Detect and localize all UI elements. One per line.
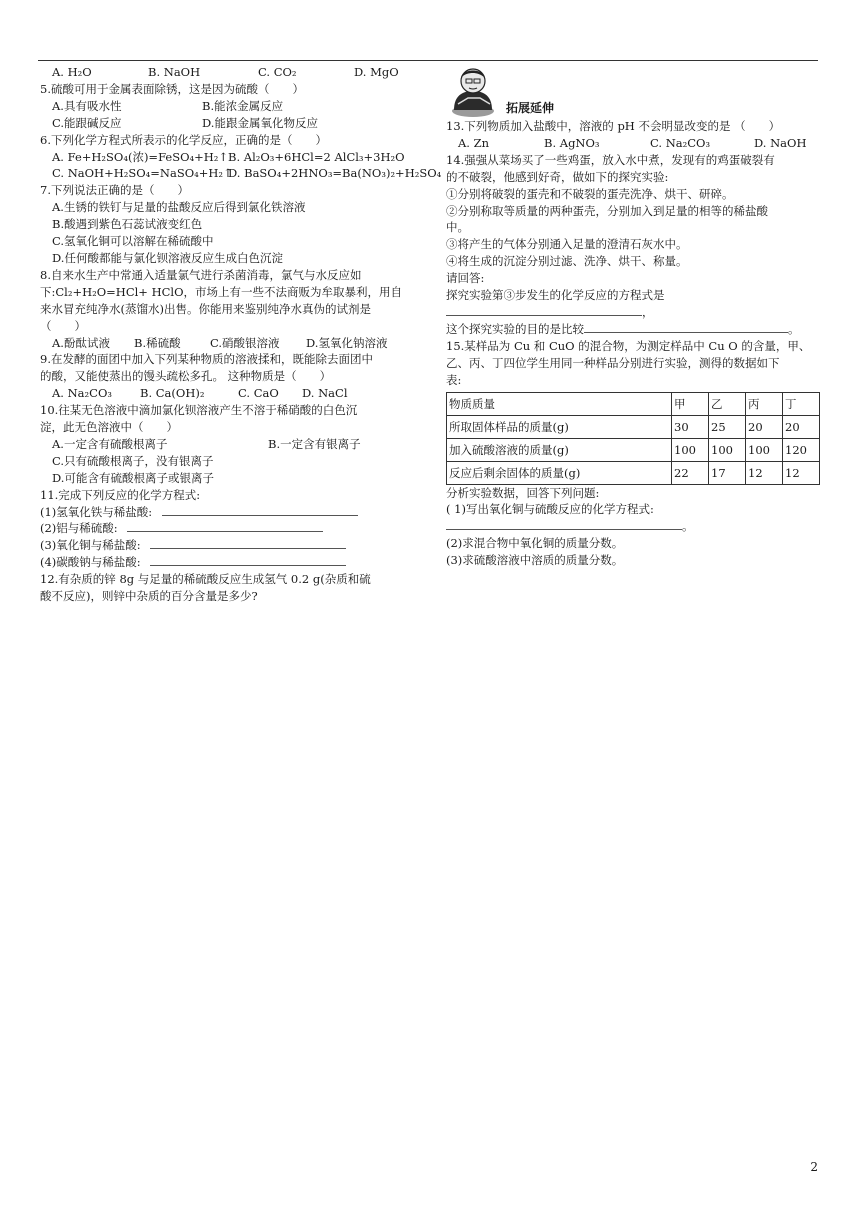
q14-step2-cont: 中。: [446, 220, 469, 235]
q9-option-a: A. Na₂CO₃: [52, 386, 112, 401]
q4-option-b: B. NaOH: [148, 65, 201, 79]
q11-item-3-blank[interactable]: [150, 537, 346, 549]
q8-option-a: A.酚酞试液: [52, 335, 110, 350]
q14-question1: 探究实验第③步发生的化学反应的方程式是: [446, 288, 665, 303]
q6-option-a: A. Fe+H₂SO₄(浓)=FeSO₄+H₂↑: [52, 149, 229, 164]
table-cell: 100: [672, 438, 709, 461]
q12-line2: 酸不反应)，则锌中杂质的百分含量是多少?: [40, 589, 258, 604]
table-header-cell: 甲: [672, 392, 709, 415]
q9-option-d: D. NaCl: [302, 386, 348, 401]
table-header-cell: 乙: [709, 392, 746, 415]
q6-options-row1: [40, 149, 420, 166]
q9-option-b: B. Ca(OH)₂: [140, 386, 205, 401]
table-cell: 100: [709, 438, 746, 461]
q10-option-c: C.只有硫酸根离子，没有银离子: [52, 453, 214, 468]
q6-options-row2: [40, 165, 442, 182]
q10-line1: 10.往某无色溶液中滴加氯化钡溶液产生不溶于稀硝酸的白色沉: [40, 403, 358, 418]
q10-options-row1: [40, 436, 420, 453]
table-header-cell: 丙: [746, 392, 783, 415]
q8-option-b: B.稀硫酸: [134, 335, 181, 350]
q8-option-d: D.氢氧化钠溶液: [306, 335, 388, 350]
q7-option-b: B.酸遇到紫色石蕊试液变红色: [52, 217, 203, 232]
q15-subq1: ( 1)写出氧化铜与硫酸反应的化学方程式:: [446, 502, 654, 517]
q14-question2: [446, 321, 822, 338]
q15-line2: 乙、丙、丁四位学生用同一种样品分别进行实验，测得的数据如下: [446, 355, 780, 370]
q15-line3: 表:: [446, 372, 462, 387]
q14-line2: 的不破裂，他感到好奇，做如下的探究实验:: [446, 169, 669, 184]
q15-analysis-prompt: 分析实验数据，回答下列问题:: [446, 485, 600, 500]
q13-option-d: D. NaOH: [754, 135, 807, 150]
section-header: [446, 56, 822, 118]
q7-option-d: D.任何酸都能与氯化钡溶液反应生成白色沉淀: [52, 250, 283, 265]
q13-stem: 13.下列物质加入盐酸中，溶液的 pH 不会明显改变的是 （ ）: [446, 119, 781, 133]
q14-step4: ④将生成的沉淀分别过滤、洗净、烘干、称量。: [446, 254, 688, 269]
q5-options-row1: [40, 98, 420, 115]
table-cell: 30: [672, 415, 709, 438]
q11-item-1-blank[interactable]: [162, 504, 358, 516]
table-row: [447, 415, 820, 438]
q5-options-row2: [40, 115, 420, 132]
table-cell: 100: [746, 438, 783, 461]
table-cell: 12: [746, 461, 783, 484]
q5-stem: 5.硫酸可用于金属表面除锈，这是因为硫酸（ ）: [40, 81, 304, 96]
q15-subq2: (2)求混合物中氧化铜的质量分数。: [446, 536, 624, 551]
q10-option-d: D.可能含有硫酸根离子或银离子: [52, 470, 214, 485]
q5-option-c: C.能跟碱反应: [52, 115, 122, 130]
q11-item-3: [40, 537, 420, 554]
table-row: [447, 461, 820, 484]
q11-item-1-label: (1)氢氧化铁与稀盐酸:: [40, 504, 153, 519]
q8-line4: （ ）: [40, 318, 86, 333]
q8-option-c: C.硝酸银溶液: [210, 335, 280, 350]
q6-stem: 6.下列化学方程式所表示的化学反应，正确的是（ ）: [40, 132, 327, 147]
q6-option-d: D. BaSO₄+2HNO₃=Ba(NO₃)₂+H₂SO₄: [228, 166, 442, 181]
q10-line2: 淀，此无色溶液中（ ）: [40, 420, 178, 435]
q4-option-c: C. CO₂: [258, 65, 297, 79]
q14-answer2-blank[interactable]: [584, 321, 788, 333]
experiment-data-table: [446, 392, 820, 485]
q11-stem: 11.完成下列反应的化学方程式:: [40, 487, 201, 502]
q13-options: [446, 135, 822, 152]
table-cell: 20: [746, 415, 783, 438]
table-cell: 反应后剩余固体的质量(g): [447, 461, 672, 484]
table-cell: 所取固体样品的质量(g): [447, 415, 672, 438]
q10-option-b: B.一定含有银离子: [268, 436, 361, 451]
q11-item-1: [40, 504, 420, 521]
table-cell: 12: [783, 461, 820, 484]
q4-options: [40, 64, 420, 81]
q13-option-a: A. Zn: [458, 135, 490, 150]
q4-option-d: D. MgO: [354, 65, 399, 79]
q11-item-3-label: (3)氧化铜与稀盐酸:: [40, 538, 141, 553]
q13-option-b: B. AgNO₃: [544, 135, 600, 150]
q15-subq1-period: 。: [682, 519, 694, 534]
q14-prompt: 请回答:: [446, 271, 485, 286]
student-mascot-icon: [446, 64, 502, 118]
q7-option-c: C.氢氧化铜可以溶解在稀硫酸中: [52, 234, 214, 249]
q9-line2: 的酸，又能使蒸出的馒头疏松多孔。 这种物质是（ ）: [40, 369, 332, 384]
q8-line3: 来水冒充纯净水(蒸馏水)出售。你能用来鉴别纯净水真伪的试剂是: [40, 301, 371, 316]
q7-stem: 7.下列说法正确的是（ ）: [40, 183, 189, 198]
q4-option-a: A. H₂O: [52, 65, 92, 79]
q9-line1: 9.在发酵的面团中加入下列某种物质的溶液揉和，既能除去面团中: [40, 352, 373, 367]
q9-options: [40, 385, 420, 402]
q10-option-a: A.一定含有硫酸根离子: [52, 436, 168, 451]
section-title: 拓展延伸: [506, 101, 555, 115]
q11-item-4-blank[interactable]: [150, 554, 346, 566]
q6-option-c: C. NaOH+H₂SO₄=NaSO₄+H₂↑: [52, 166, 233, 181]
q14-question2-label: 这个探究实验的目的是比较: [446, 321, 584, 336]
q9-option-c: C. CaO: [238, 386, 279, 401]
table-cell: 20: [783, 415, 820, 438]
q14-step3: ③将产生的气体分别通入足量的澄清石灰水中。: [446, 237, 688, 252]
q11-item-4: [40, 554, 420, 571]
q14-answer1-blank[interactable]: [446, 304, 642, 316]
q11-item-2-blank[interactable]: [127, 520, 323, 532]
table-cell: 120: [783, 438, 820, 461]
q15-line1: 15.某样品为 Cu 和 CuO 的混合物，为测定样品中 Cu O 的含量，甲、: [446, 338, 811, 353]
q13-option-c: C. Na₂CO₃: [650, 135, 711, 150]
q14-line1: 14.强强从菜场买了一些鸡蛋，放入水中煮，发现有的鸡蛋破裂有: [446, 152, 775, 167]
right-column: [446, 56, 822, 569]
q5-option-a: A.具有吸水性: [52, 98, 122, 113]
q5-option-b: B.能浓金属反应: [202, 98, 284, 113]
q14-comma: ，: [642, 304, 654, 319]
q11-item-2-label: (2)铝与稀硫酸:: [40, 521, 118, 536]
q14-step1: ①分别将破裂的蛋壳和不破裂的蛋壳洗净、烘干、研碎。: [446, 186, 734, 201]
table-header-row: [447, 392, 820, 415]
q8-options: [40, 335, 420, 352]
table-row: [447, 438, 820, 461]
q8-line1: 8.自来水生产中常通入适量氯气进行杀菌消毒，氯气与水反应如: [40, 267, 362, 282]
q5-option-d: D.能跟金属氧化物反应: [202, 115, 318, 130]
table-header-cell: 物质质量: [447, 392, 672, 415]
q15-subq3: (3)求硫酸溶液中溶质的质量分数。: [446, 553, 624, 568]
q14-answer1: [446, 304, 822, 321]
q11-item-4-label: (4)碳酸钠与稀盐酸:: [40, 555, 141, 570]
left-column: [40, 64, 442, 605]
q12-line1: 12.有杂质的锌 8g 与足量的稀硫酸反应生成氢气 0.2 g(杂质和硫: [40, 572, 371, 587]
q6-option-b: B. Al₂O₃+6HCl=2 AlCl₃+3H₂O: [228, 149, 405, 164]
table-header-cell: 丁: [783, 392, 820, 415]
table-cell: 加入硫酸溶液的质量(g): [447, 438, 672, 461]
q8-line2: 下:Cl₂+H₂O=HCl+ HClO，市场上有一些不法商贩为牟取暴利，用自: [40, 284, 403, 299]
q15-subq1-blank[interactable]: [446, 518, 682, 530]
table-cell: 22: [672, 461, 709, 484]
q15-subq1-answer: [446, 518, 822, 535]
q11-item-2: [40, 520, 420, 537]
q14-step2: ②分别称取等质量的两种蛋壳，分别加入到足量的相等的稀盐酸: [446, 203, 768, 218]
table-cell: 17: [709, 461, 746, 484]
q14-period: 。: [788, 321, 800, 336]
table-cell: 25: [709, 415, 746, 438]
page-number: 2: [810, 1160, 818, 1174]
q7-option-a: A.生锈的铁钉与足量的盐酸反应后得到氯化铁溶液: [52, 200, 306, 215]
